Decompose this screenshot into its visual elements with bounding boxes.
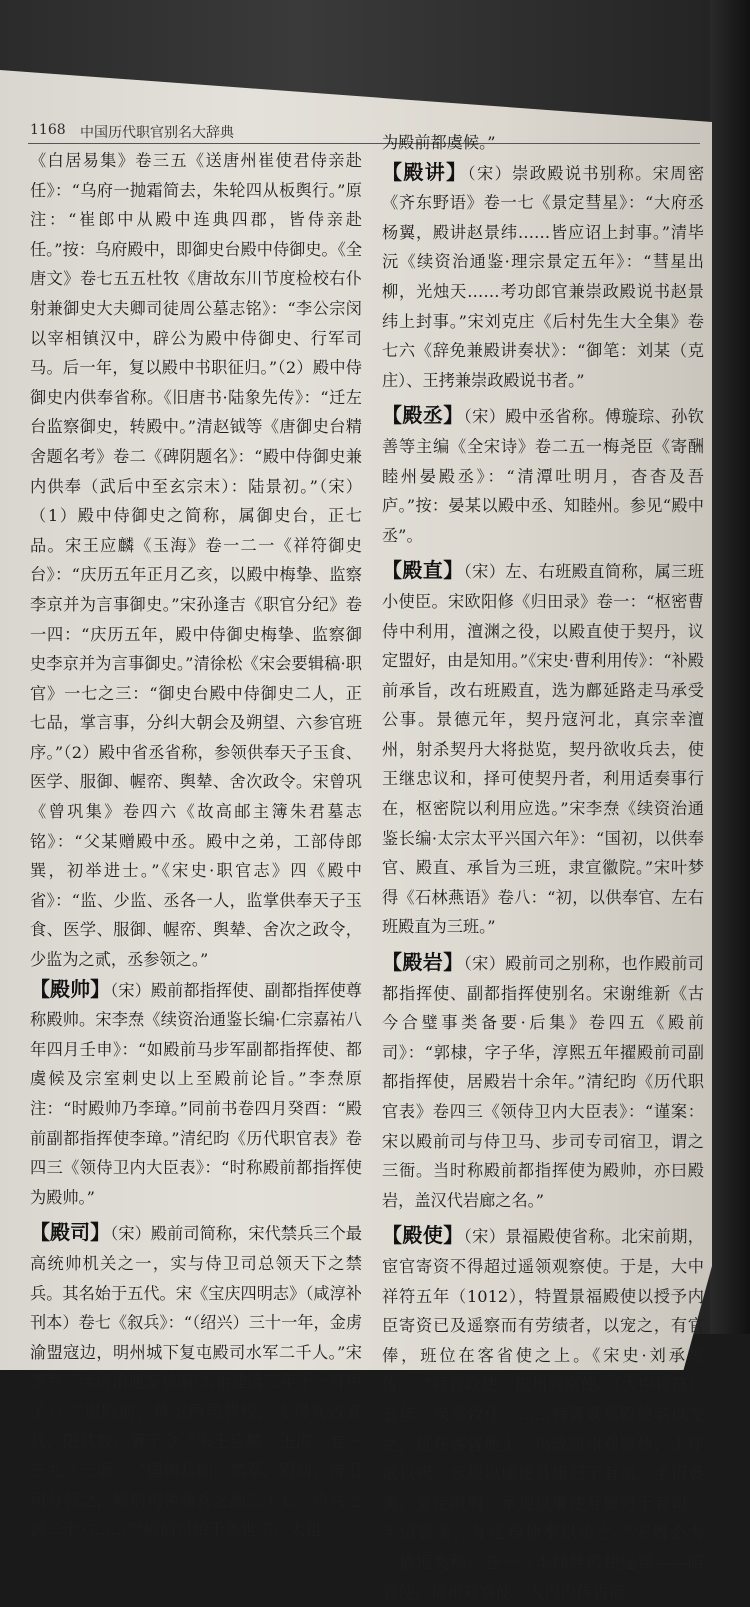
book-title: 中国历代职官别名大辞典: [80, 125, 234, 141]
dictionary-entry: [30, 975, 362, 1213]
dictionary-entry: [382, 158, 704, 396]
dictionary-entry: [382, 1221, 704, 1607]
entry-headword: 【殿司】: [30, 1220, 111, 1245]
continuation-text: 为殿前都虞候。”: [382, 133, 496, 152]
dictionary-entry: [382, 556, 704, 942]
entry-headword: 【殿帅】: [30, 976, 111, 1001]
entry-definition: （宋）殿中丞省称。傅璇琮、孙钦善等主编《全宋诗》卷二五一梅尧臣《寄酬睦州晏殿丞》：“清潭吐明月，杳杳及吾庐。”按：晏某以殿中丞、知睦州。参见“殿中丞”。: [382, 407, 704, 545]
book-page-edge: [710, 0, 750, 1334]
entry-headword: 【殿直】: [382, 558, 464, 583]
right-column: [382, 128, 704, 1607]
entry-definition: （宋）殿前司简称，宋代禁兵三个最高统帅机关之一，实与侍卫司总领天下之禁兵。其名始于五代。宋《宝庆四明志》（咸淳补刊本）卷七《叙兵》：“（绍兴）三十一年，金虏渝盟寇边，明州城下复屯殿司水军二千人。”宋李焘《续资治通鉴长编·太祖建隆三年十一月甲子》：“诏殿前、侍卫两司将校，无得冗占直兵，限其数，著于令。”宋王应麟《玉海》卷一三九《三衙》：“国朝兵制，禁军，殿前、侍卫司分领之，殿前司领骑兵之额三十七，步兵之额二十六……”“殿前司始于周世宗，太祖: [30, 1224, 363, 1540]
left-column: [30, 146, 362, 1545]
entry-definition: （宋）左、右班殿直简称，属三班小使臣。宋欧阳修《归田录》卷一：“枢密曹侍中利用，澶渊之役，以殿直使于契丹，议定盟好，由是知用。”《宋史·曹利用传》：“补殿前承旨，改右班殿直，选为鄜延路走马承受公事。景德元年，契丹寇河北，真宗幸澶州，射杀契丹大将挞览，契丹欲收兵去，使王继忠议和，择可使契丹者，利用适奏事行在，枢密院以利用应选。”宋李焘《续资治通鉴长编·太宗太平兴国六年》：“国初，以供奉官、殿直、承旨为三班，隶宣徽院。”宋叶梦得《石林燕语》卷八：“初，以供奉官、左右班殿直为三班。”: [382, 562, 704, 937]
entry-definition: （宋）崇政殿说书别称。宋周密《齐东野语》卷一七《景定彗星》：“大府丞杨翼，殿讲赵景纬……皆应诏上封事。”清毕沅《续资治通鉴·理宗景定五年》：“彗星出柳，光烛天……考功郎官兼崇政殿说书赵景纬上封事。”宋刘克庄《后村先生大全集》卷七六《辞免兼殿讲奏状》：“御笔：刘某（克庄）、王拷兼崇政殿说书者。”: [382, 163, 705, 390]
dictionary-entry: [382, 948, 704, 1215]
entry-definition: （宋）殿前司之别称，也作殿前司都指挥使、副都指挥使别名。宋谢维新《古今合璧事类备要·后集》卷四五《殿前司》：“郭棣，字子华，淳熙五年擢殿前司副都指挥使，居殿岩十余年。”清纪昀《历代职官表》卷四三《领侍卫内大臣表》：“谨案：宋以殿前司与侍卫马、步司专司宿卫，谓之三衙。当时称殿前都指挥使为殿帅，亦曰殿岩，盖汉代岩廊之名。”: [382, 954, 704, 1210]
entry-headword: 【殿使】: [382, 1223, 464, 1248]
entry-definition: （宋）殿前都指挥使、副都指挥使尊称殿帅。宋李焘《续资治通鉴长编·仁宗嘉祐八年四月壬申》：“如殿前马步军副都指挥使、都虞候及宗室刺史以上至殿前论旨。”李焘原注：“时殿帅乃李璋。”同前书卷四月癸酉：“殿前副都指挥使李璋。”清纪昀《历代职官表》卷四三《领侍卫内大臣表》：“时称殿前都指挥使为殿帅。”: [30, 980, 362, 1207]
dictionary-entry: [382, 401, 704, 550]
entry-definition: （宋）景福殿使省称。北宋前期，宦官寄资不得超过遥领观察使。于是，大中祥符五年（1012），特置景福殿使以授予内臣寄资已及遥察而有劳绩者，以宠之，有官俸，班位在客省使之上。《宋史·刘承规传》：“拜宣政使、应州观察使。（大中祥符）五年，疾求致仕。……特置景福殿使名以宠之，班在客省使上。仍改新州观察使，上作歌以赐。承规以廉使月廪归于有司，手诏褒美，复定殿赐。承规以廉使月廪归于有司，手诏褒美，复定殿使奉以给之。”宋周必大《掖垣类稿》卷一《李绎转殿使遥郡——昭宣使、福州观察使、入内内侍省都: [382, 1227, 704, 1602]
continuation-text: 《白居易集》卷三五《送唐州崔使君侍亲赴任》：“乌府一抛霜简去，朱轮四从板舆行。”原注：“崔郎中从殿中连典四郡，皆侍亲赴任。”按：乌府殿中，即御史台殿中侍御史。《全唐文》卷七五五杜牧《唐故东川节度检校右仆射兼御史大夫卿司徒周公墓志铭》：“李公宗闵以宰相镇汉中，辟公为殿中侍御史、行军司马。后一年，复以殿中书职征归。”（2）殿中侍御史内供奉省称。《旧唐书·陆象先传》：“迁左台监察御史，转殿中。”清赵钺等《唐御史台精舍题名考》卷二《碑阴题名》：“殿中侍御史兼内供奉（武后中至玄宗末）：陆景初。”（宋）（1）殿中侍御史之简称，属御史台，正七品。宋王应麟《玉海》卷一二一《祥符御史台》：“庆历五年正月乙亥，以殿中梅挚、监察李京并为言事御史。”宋孙逢吉《职官分纪》卷一四：“庆历五年，殿中侍御史梅挚、监察御史李京并为言事御史。”清徐松《宋会要辑稿·职官》一七之三：“御史台殿中侍御史二人，正七品，掌言事，分纠大朝会及朔望、六参官班序。”（2）殿中省丞省称，参领供奉天子玉食、医学、服御、幄帟、舆辇、舍次政令。宋曾巩《曾巩集》卷四六《故高邮主簿朱君墓志铭》：“父某赠殿中丞。殿中之弟，工部侍郎巽，初举进士。”《宋史·职官志》四《殿中省》：“监、少监、丞各一人，监掌供奉天子玉食、医学、服御、幄帟、舆辇、舍次之政令，少监为之贰，丞参领之。”: [30, 151, 363, 970]
dictionary-entry: [30, 1218, 362, 1545]
page-number: 1168: [30, 122, 66, 138]
entry-headword: 【殿丞】: [382, 403, 464, 428]
entry-headword: 【殿岩】: [382, 950, 464, 975]
entry-headword: 【殿讲】: [382, 159, 468, 184]
